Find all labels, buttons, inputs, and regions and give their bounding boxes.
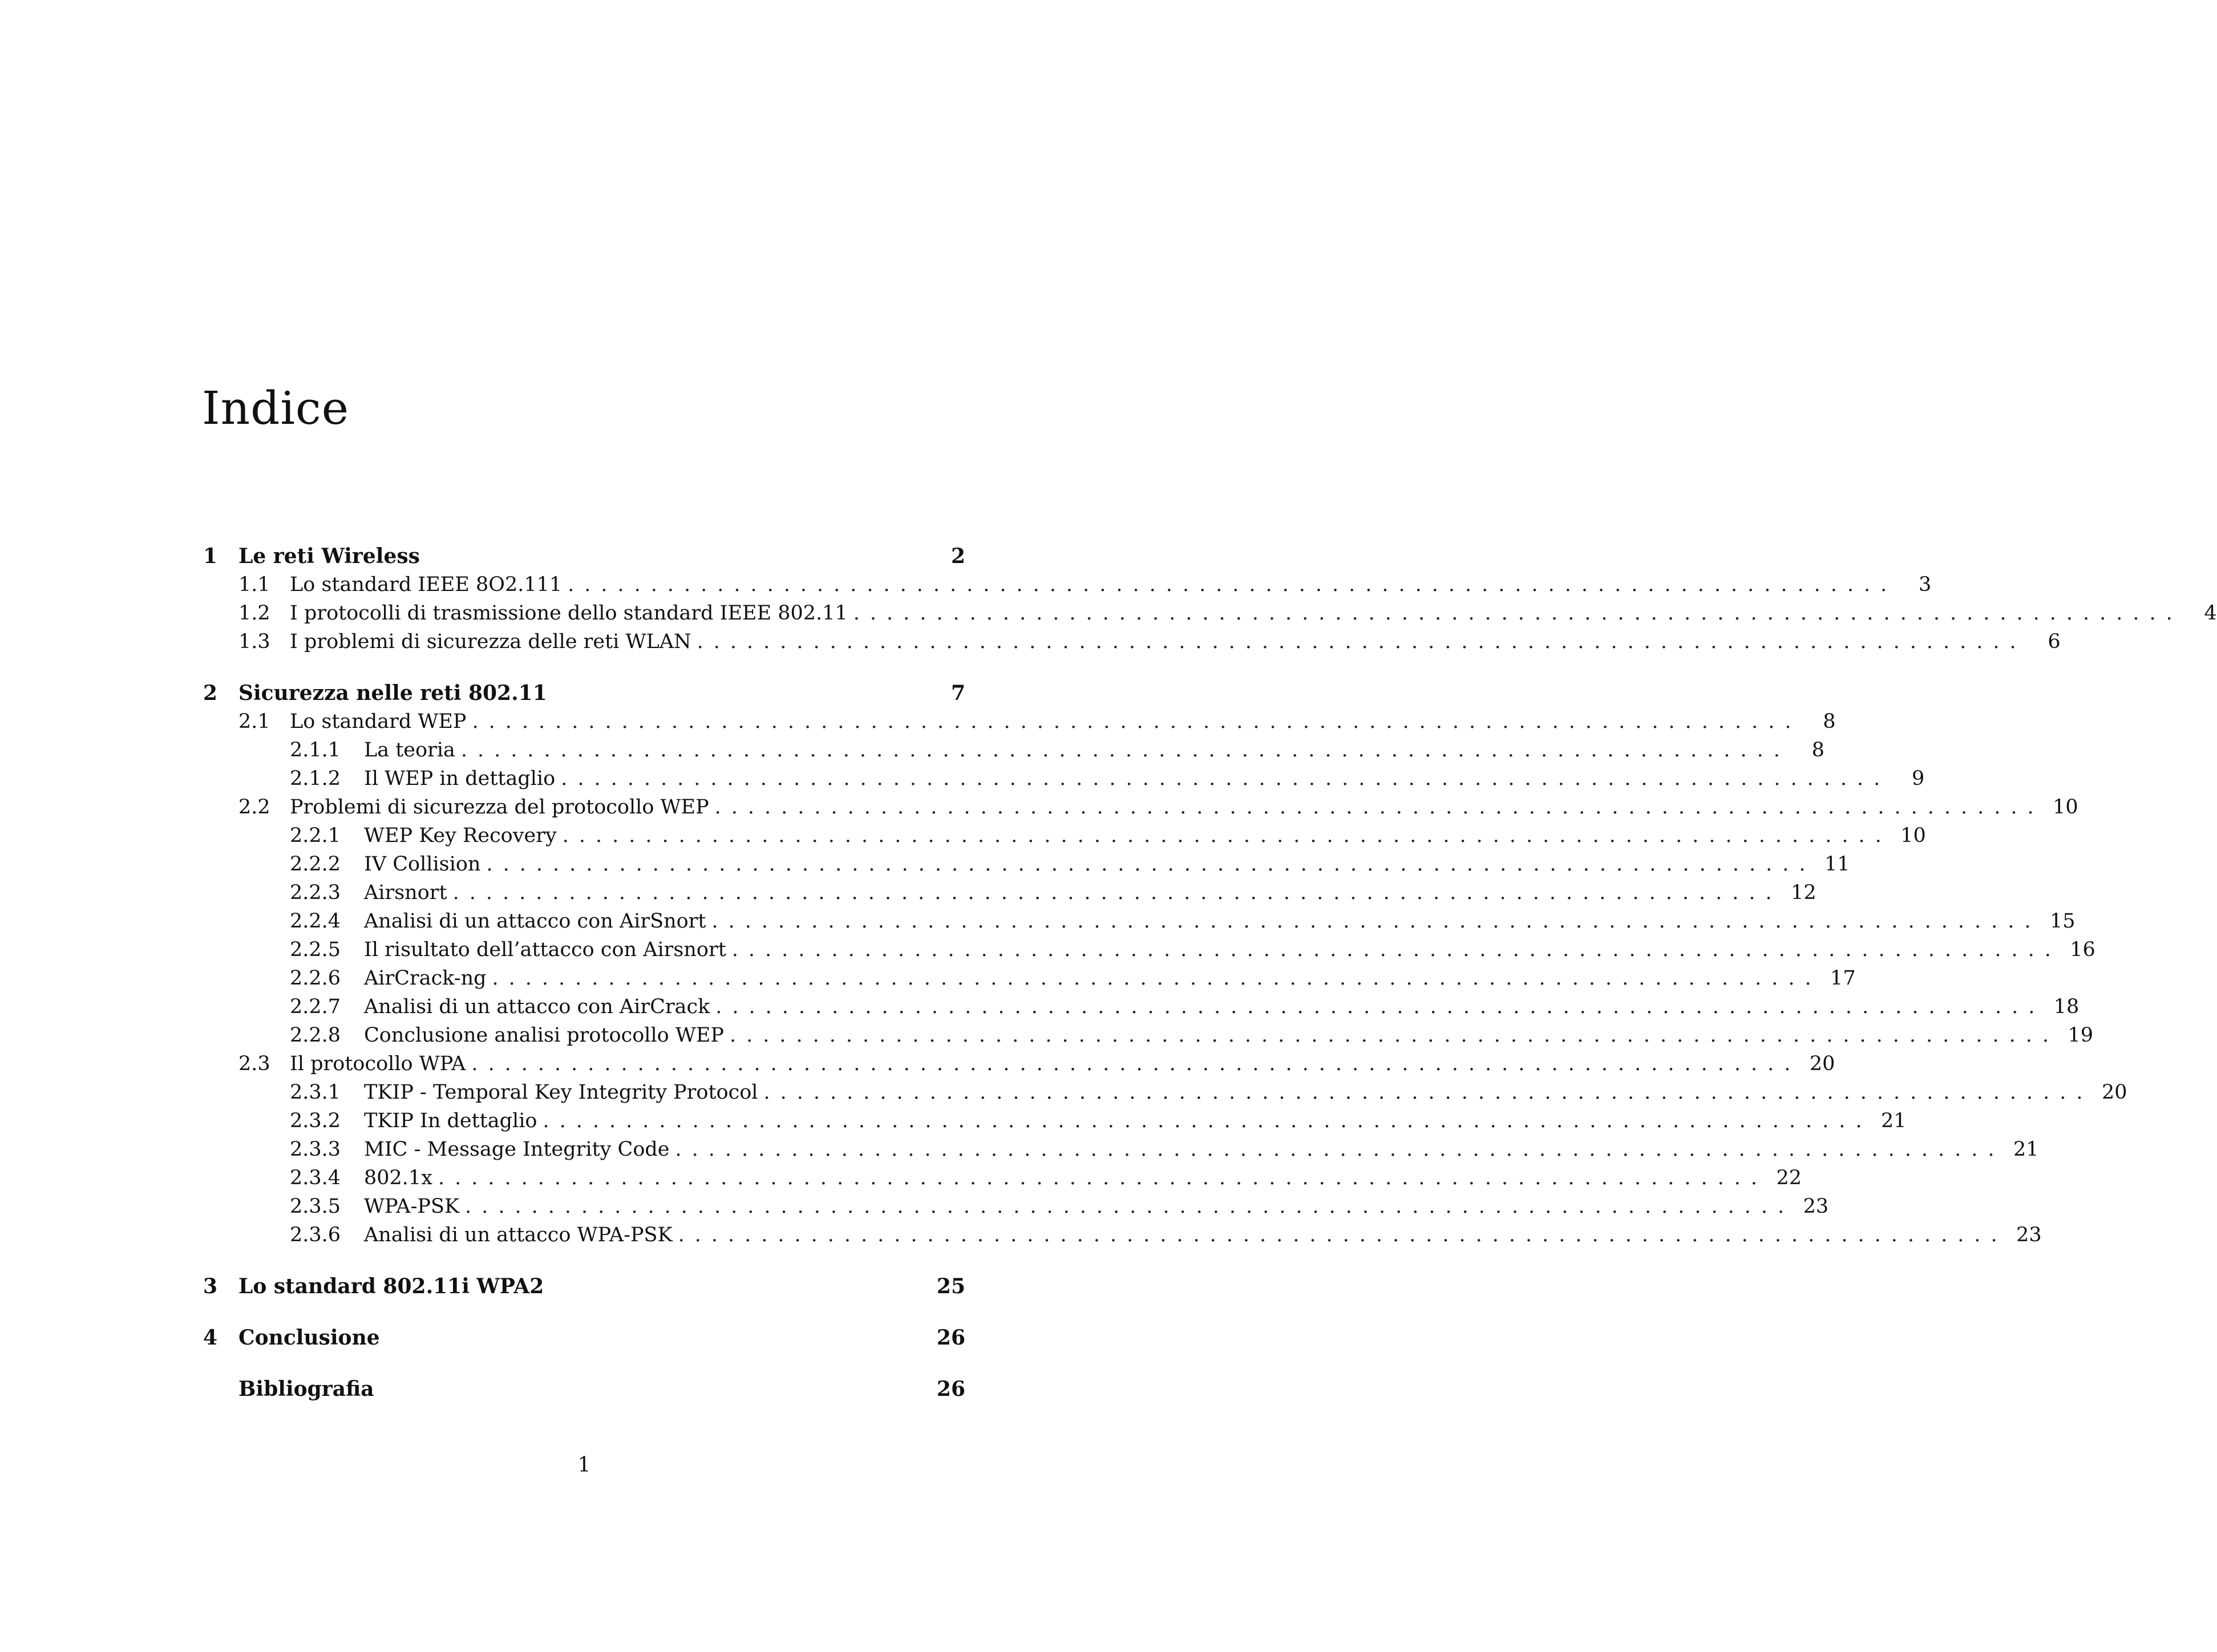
toc-entry-title: Conclusione analisi protocollo WEP (364, 1024, 724, 1047)
toc-dot-leader: ................................................................................ (678, 1224, 2008, 1246)
toc-entry-number: 2.2.4 (290, 910, 341, 933)
toc-entry-title: Il risultato dell’attacco con Airsnort (364, 938, 726, 961)
toc-entry-number: 2 (203, 681, 218, 705)
toc-entry-page: 26 (936, 1326, 965, 1350)
toc-section-entry[interactable] (203, 1050, 1835, 1078)
toc-entry-number: 2.2.3 (290, 881, 341, 904)
toc-dot-leader: ................................................................................ (729, 1024, 2060, 1047)
toc-entry-title: WPA-PSK (364, 1195, 460, 1218)
toc-dot-leader: ................................................................................ (675, 1138, 2005, 1161)
toc-entry-title: WEP Key Recovery (364, 824, 557, 847)
toc-entry-page: 8 (1811, 739, 1824, 762)
toc-subsection-entry[interactable] (203, 878, 1817, 907)
toc-subsection-entry[interactable] (203, 821, 1926, 850)
toc-entry-title: Analisi di un attacco WPA-PSK (364, 1224, 673, 1246)
toc-dot-leader: ................................................................................ (853, 602, 2183, 625)
toc-entry-page: 2 (950, 544, 965, 568)
toc-dot-leader: ................................................................................ (471, 1052, 1801, 1075)
toc-entry-number: 3 (203, 1274, 218, 1298)
toc-entry-page: 19 (2068, 1024, 2094, 1047)
toc-entry-title: Airsnort (364, 881, 447, 904)
toc-entry-title: Il protocollo WPA (290, 1052, 466, 1075)
toc-entry-number: 2.3 (238, 1052, 270, 1075)
toc-entry-number: 2.2.1 (290, 824, 341, 847)
toc-entry-number: 2.3.6 (290, 1224, 341, 1246)
toc-entry-page: 25 (936, 1274, 965, 1298)
toc-entry-page: 22 (1776, 1167, 1802, 1189)
toc-dot-leader: ................................................................................ (711, 910, 2041, 933)
toc-chapter-entry[interactable] (203, 1323, 965, 1352)
toc-entry-number: 2.2.6 (290, 967, 341, 990)
toc-dot-leader: ................................................................................ (452, 881, 1782, 904)
toc-entry-number: 4 (203, 1326, 218, 1350)
toc-entry-title: MIC - Message Integrity Code (364, 1138, 670, 1161)
toc-entry-page: 6 (2048, 630, 2061, 653)
toc-dot-leader: ................................................................................ (714, 796, 2044, 819)
toc-entry-number: 1.2 (238, 602, 270, 625)
toc-entry-title: AirCrack-ng (364, 967, 487, 990)
toc-entry-number: 2.2.7 (290, 995, 341, 1018)
toc-chapter-entry[interactable] (203, 1375, 965, 1403)
toc-entry-title: Il WEP in dettaglio (364, 767, 556, 790)
toc-entry-page: 17 (1830, 967, 1856, 990)
toc-entry-title: La teoria (364, 739, 455, 762)
toc-entry-number: 2.3.1 (290, 1081, 341, 1104)
toc-entry-title: TKIP In dettaglio (364, 1110, 537, 1132)
toc-chapter-entry[interactable] (203, 542, 965, 570)
toc-dot-leader: ................................................................................ (460, 739, 1790, 762)
toc-entry-page: 10 (1900, 824, 1926, 847)
toc-dot-leader: ................................................................................ (492, 967, 1822, 990)
toc-entry-number: 2.2.5 (290, 938, 341, 961)
toc-subsection-entry[interactable] (203, 1221, 2042, 1249)
toc-entry-title: 802.1x (364, 1167, 432, 1189)
toc-subsection-entry[interactable] (203, 1078, 2127, 1107)
toc-subsection-entry[interactable] (203, 1192, 1829, 1221)
toc-subsection-entry[interactable] (203, 736, 1824, 764)
toc-subsection-entry[interactable] (203, 907, 2076, 936)
toc-entry-number: 2.1.2 (290, 767, 341, 790)
toc-entry-page: 21 (1880, 1110, 1907, 1132)
table-of-contents (203, 542, 2217, 1403)
toc-subsection-entry[interactable] (203, 1107, 1907, 1135)
toc-entry-title: Bibliografia (238, 1377, 374, 1401)
toc-entry-title: Lo standard IEEE 8O2.111 (290, 573, 563, 596)
toc-entry-page: 23 (2016, 1224, 2042, 1246)
toc-entry-title: TKIP - Temporal Key Integrity Protocol (364, 1081, 758, 1104)
toc-entry-title: Sicurezza nelle reti 802.11 (238, 681, 547, 705)
toc-entry-page: 23 (1803, 1195, 1829, 1218)
toc-entry-page: 8 (1823, 710, 1836, 733)
toc-section-entry[interactable] (203, 570, 1932, 599)
toc-subsection-entry[interactable] (203, 1164, 1802, 1192)
toc-dot-leader: ................................................................................ (715, 995, 2045, 1018)
toc-entry-number: 2.2.2 (290, 853, 341, 876)
toc-subsection-entry[interactable] (203, 993, 2080, 1021)
toc-entry-number: 2.2 (238, 796, 270, 819)
toc-dot-leader: ................................................................................ (438, 1167, 1767, 1189)
toc-entry-number: 2.1 (238, 710, 270, 733)
toc-entry-page: 4 (2204, 602, 2217, 625)
toc-entry-number: 2.3.4 (290, 1167, 341, 1189)
toc-entry-page: 16 (2070, 938, 2095, 961)
toc-entry-page: 18 (2053, 995, 2080, 1018)
toc-entry-number: 2.3.2 (290, 1110, 341, 1132)
toc-section-entry[interactable] (203, 707, 1836, 736)
toc-section-entry[interactable] (203, 599, 2217, 627)
toc-entry-page: 10 (2053, 796, 2078, 819)
toc-entry-number: 2.3.3 (290, 1138, 341, 1161)
toc-entry-title: IV Collision (364, 853, 481, 876)
toc-entry-number: 2.2.8 (290, 1024, 341, 1047)
toc-subsection-entry[interactable] (203, 850, 1850, 878)
toc-entry-page: 9 (1911, 767, 1925, 790)
toc-subsection-entry[interactable] (203, 936, 2095, 964)
toc-entry-number: 2.1.1 (290, 739, 341, 762)
toc-entry-title: Le reti Wireless (238, 544, 420, 568)
toc-entry-number: 1.3 (238, 630, 270, 653)
toc-entry-title: I protocolli di trasmissione dello standard IEEE 802.11 (290, 602, 848, 625)
toc-entry-title: Analisi di un attacco con AirSnort (364, 910, 706, 933)
toc-entry-page: 12 (1791, 881, 1817, 904)
toc-dot-leader: ................................................................................ (472, 710, 1802, 733)
toc-section-entry[interactable] (203, 627, 2061, 656)
toc-subsection-entry[interactable] (203, 1021, 2094, 1050)
toc-entry-page: 20 (1809, 1052, 1835, 1075)
toc-entry-number: 1 (203, 544, 218, 568)
toc-chapter-entry[interactable] (203, 679, 965, 707)
page-title: Indice (202, 382, 350, 435)
toc-dot-leader: ................................................................................ (697, 630, 2026, 653)
toc-entry-page: 3 (1918, 573, 1932, 596)
toc-dot-leader: ................................................................................ (465, 1195, 1795, 1218)
toc-entry-title: Conclusione (238, 1326, 380, 1350)
toc-dot-leader: ................................................................................ (486, 853, 1816, 876)
toc-subsection-entry[interactable] (203, 764, 1925, 793)
toc-dot-leader: ................................................................................ (763, 1081, 2093, 1104)
toc-entry-title: Problemi di sicurezza del protocollo WEP (290, 796, 709, 819)
toc-entry-title: Lo standard 802.11i WPA2 (238, 1274, 544, 1298)
toc-entry-title: Lo standard WEP (290, 710, 467, 733)
toc-entry-page: 7 (950, 681, 965, 705)
toc-entry-number: 1.1 (238, 573, 270, 596)
toc-section-entry[interactable] (203, 793, 2078, 821)
toc-dot-leader: ................................................................................ (561, 767, 1891, 790)
toc-dot-leader: ................................................................................ (568, 573, 1898, 596)
toc-entry-title: I problemi di sicurezza delle reti WLAN (290, 630, 691, 653)
toc-entry-page: 11 (1824, 853, 1850, 876)
toc-entry-page: 21 (2013, 1138, 2039, 1161)
toc-subsection-entry[interactable] (203, 964, 1856, 993)
toc-entry-title: Analisi di un attacco con AirCrack (364, 995, 710, 1018)
toc-dot-leader: ................................................................................ (543, 1110, 1872, 1132)
toc-chapter-entry[interactable] (203, 1272, 965, 1301)
toc-dot-leader: ................................................................................ (731, 938, 2061, 961)
toc-entry-page: 15 (2049, 910, 2076, 933)
toc-entry-number: 2.3.5 (290, 1195, 341, 1218)
page-number: 1 (577, 1453, 591, 1477)
toc-dot-leader: ................................................................................ (562, 824, 1892, 847)
toc-entry-page: 26 (936, 1377, 965, 1401)
toc-entry-page: 20 (2101, 1081, 2127, 1104)
toc-subsection-entry[interactable] (203, 1135, 2039, 1164)
